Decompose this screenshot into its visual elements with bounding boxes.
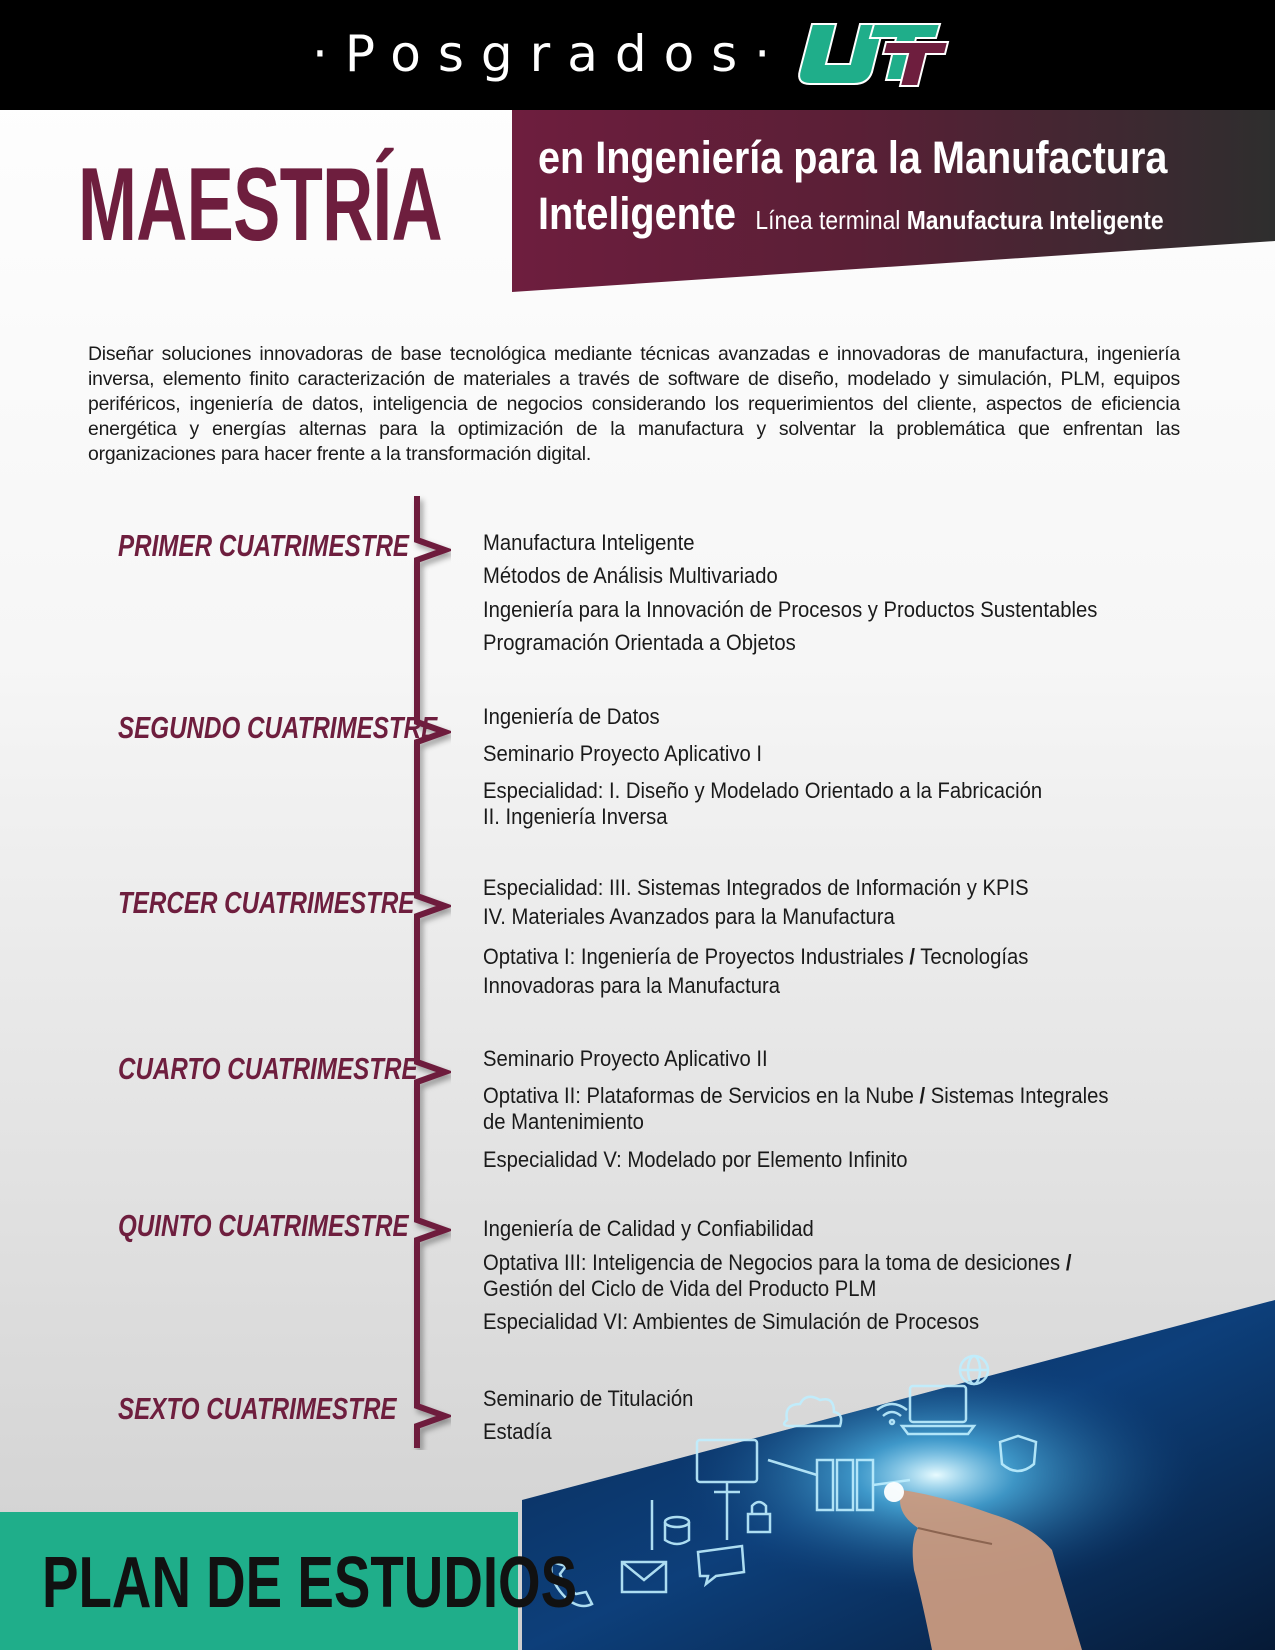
term-label-cuarto: CUARTO CUATRIMESTRE: [118, 1051, 418, 1086]
plan-title: PLAN DE ESTUDIOS: [42, 1543, 578, 1623]
course-item-with-slash: [483, 1250, 1071, 1276]
course-item: Manufactura Inteligente: [483, 530, 695, 555]
utt-logo-mark: [799, 24, 948, 86]
course-item: Optativa I: Ingeniería de Proyectos Industriales: [483, 944, 904, 969]
course-item: Optativa III: Inteligencia de Negocios para la toma de desiciones: [483, 1250, 1061, 1275]
course-separator: /: [1065, 1250, 1072, 1275]
course-separator: /: [909, 944, 916, 969]
terminal-name: Manufactura Inteligente: [906, 205, 1164, 235]
term-label-segundo: SEGUNDO CUATRIMESTRE: [118, 710, 438, 745]
course-item: Tecnologías: [920, 944, 1029, 969]
course-item: Innovadoras para la Manufactura: [483, 973, 781, 998]
program-name-inteligente: Inteligente: [538, 188, 737, 239]
course-item: Ingeniería de Calidad y Confiabilidad: [483, 1216, 814, 1241]
title-maestria: MAESTRÍA: [78, 147, 442, 263]
course-item: de Mantenimiento: [483, 1109, 644, 1134]
terminal-line: [755, 205, 1163, 235]
course-item: Gestión del Ciclo de Vida del Producto PLM: [483, 1276, 877, 1301]
globe-icon: [960, 1356, 988, 1384]
course-item: Seminario Proyecto Aplicativo I: [483, 741, 763, 766]
terminal-prefix: Línea terminal: [755, 205, 901, 235]
course-item: Programación Orientada a Objetos: [483, 630, 796, 655]
term-label-quinto: QUINTO CUATRIMESTRE: [118, 1208, 409, 1243]
course-item-with-slash: [483, 1083, 1109, 1109]
course-item: Seminario de Titulación: [483, 1386, 694, 1411]
posgrados-heading: ·Posgrados·: [312, 25, 788, 83]
program-name-line1: en Ingeniería para la Manufactura: [538, 132, 1168, 183]
technology-illustration: [522, 1300, 1275, 1650]
term-label-primer: PRIMER CUATRIMESTRE: [118, 528, 410, 563]
course-item: Optativa II: Plataformas de Servicios en la Nube: [483, 1083, 914, 1108]
program-name-line2: [538, 186, 1164, 253]
course-item-with-slash: [483, 944, 1028, 970]
course-item: Especialidad: III. Sistemas Integrados de Información y KPIS: [483, 875, 1029, 900]
term-label-sexto: SEXTO CUATRIMESTRE: [118, 1391, 397, 1426]
course-item: Ingeniería para la Innovación de Procesos y Productos Sustentables: [483, 597, 1098, 622]
course-item: Estadía: [483, 1419, 552, 1444]
course-item: Ingeniería de Datos: [483, 704, 660, 729]
course-item: Especialidad: I. Diseño y Modelado Orientado a la Fabricación: [483, 778, 1043, 803]
course-item: Sistemas Integrales: [930, 1083, 1109, 1108]
program-description: Diseñar soluciones innovadoras de base tecnológica mediante técnicas avanzadas e innovadoras de manufactura, ingeniería inversa, elemento finito caracterización de materiales a través de software de diseño, modelado y simulación, PLM, equipos periféricos, ingeniería de datos, inteligencia de negocios considerando los requerimientos del cliente, aspectos de eficiencia energética y energías alternas para la optimización de la manufactura y solventar la problemática que enfrentan las organizaciones para hacer frente a la transformación digital.: [88, 343, 1180, 465]
course-item: Especialidad V: Modelado por Elemento Infinito: [483, 1147, 908, 1172]
course-item: Especialidad VI: Ambientes de Simulación de Procesos: [483, 1309, 980, 1334]
course-item: Métodos de Análisis Multivariado: [483, 563, 778, 588]
course-separator: /: [919, 1083, 926, 1108]
course-item: II. Ingeniería Inversa: [483, 804, 668, 829]
course-item: IV. Materiales Avanzados para la Manufactura: [483, 904, 895, 929]
term-label-tercer: TERCER CUATRIMESTRE: [118, 885, 415, 920]
course-item: Seminario Proyecto Aplicativo II: [483, 1046, 768, 1071]
utt-logo: [790, 18, 950, 88]
